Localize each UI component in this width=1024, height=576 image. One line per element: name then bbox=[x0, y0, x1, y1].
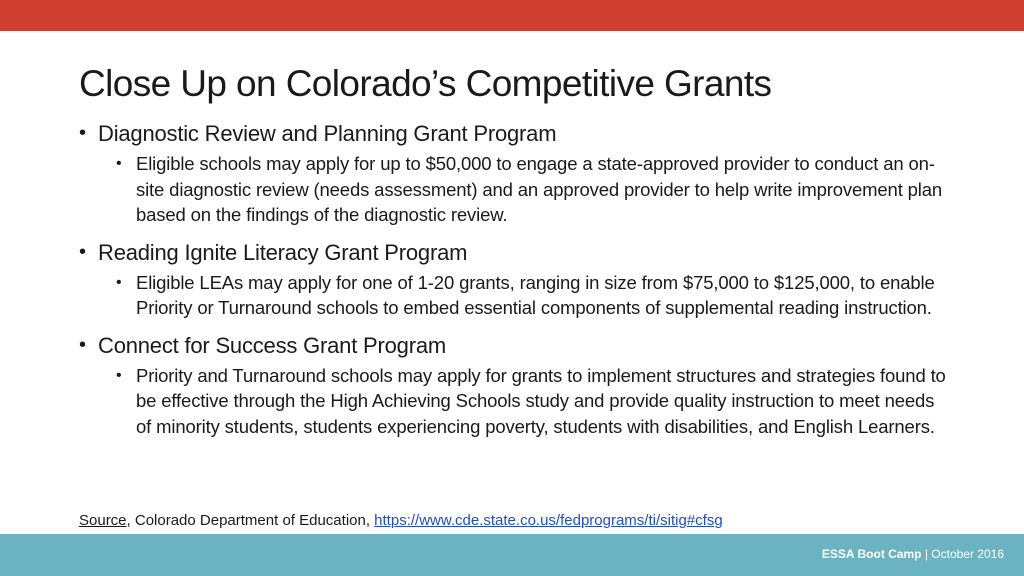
bullet-icon: • bbox=[79, 333, 86, 356]
bullet-icon: • bbox=[79, 122, 86, 144]
program-heading bbox=[79, 332, 959, 359]
slide-title: Close Up on Colorado’s Competitive Grants bbox=[79, 63, 772, 104]
bullet-icon: • bbox=[116, 273, 122, 291]
bullet-icon: • bbox=[79, 240, 86, 263]
footer-event: ESSA Boot Camp bbox=[821, 547, 922, 561]
source-link[interactable]: https://www.cde.state.co.us/fedprograms/ti/sitig#cfsg bbox=[374, 512, 723, 529]
bullet-icon: • bbox=[116, 366, 122, 384]
program-detail bbox=[116, 151, 946, 228]
source-text: , Colorado Department of Education, bbox=[126, 512, 375, 529]
source-citation bbox=[79, 510, 723, 532]
footer-separator: | bbox=[921, 547, 932, 561]
program-detail bbox=[116, 270, 946, 321]
source-label: Source bbox=[79, 512, 127, 529]
program-heading bbox=[79, 120, 959, 147]
program-detail-text: Eligible schools may apply for up to $50,000 to engage a state-approved provider to conduct an on-site diagnostic review (needs assessment) and an approved provider to help write improvement plan based on the findings of the diagnostic review. bbox=[136, 153, 943, 225]
program-heading-text: Diagnostic Review and Planning Grant Program bbox=[98, 121, 557, 146]
program-heading-text: Reading Ignite Literacy Grant Program bbox=[98, 239, 468, 265]
program-detail bbox=[116, 363, 946, 440]
footer-bar bbox=[0, 534, 1024, 576]
program-heading bbox=[79, 239, 959, 266]
footer-text bbox=[822, 547, 1004, 561]
top-accent-bar bbox=[0, 0, 1024, 31]
program-heading-text: Connect for Success Grant Program bbox=[98, 332, 446, 358]
program-detail-text: Priority and Turnaround schools may apply for grants to implement structures and strategies found to be effective through the High Achieving Schools study and provide quality instruction to meet needs of minority students, students experiencing poverty, students with disabilities, and English Learners. bbox=[136, 364, 946, 437]
footer-date: October 2016 bbox=[931, 547, 1004, 561]
bullet-icon: • bbox=[116, 155, 122, 172]
program-detail-text: Eligible LEAs may apply for one of 1-20 grants, ranging in size from $75,000 to $125,000, to enable Priority or Turnaround schools to embed essential components of supplemental reading instruction. bbox=[136, 271, 935, 318]
slide-content bbox=[79, 120, 959, 439]
